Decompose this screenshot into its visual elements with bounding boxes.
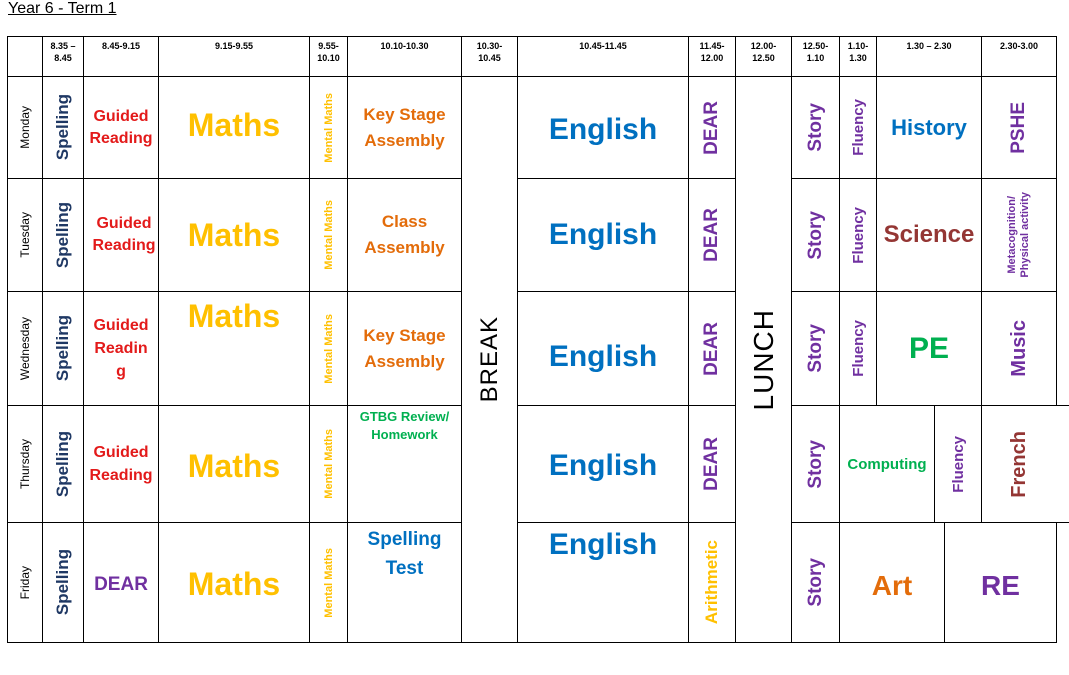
- lesson-french: French: [981, 405, 1069, 523]
- header-time: 11.45-12.00: [688, 36, 736, 77]
- lesson-fluency: Fluency: [839, 291, 877, 406]
- lesson-music: Music: [981, 291, 1057, 406]
- header-time: 9.15-9.55: [158, 36, 310, 77]
- lunch-block: LUNCH: [735, 76, 792, 643]
- lesson-english: English: [517, 76, 689, 179]
- lesson-mental-maths: Mental Maths: [309, 522, 348, 643]
- lesson-english: English: [517, 522, 689, 643]
- header-time: 12.00-12.50: [735, 36, 792, 77]
- lesson-guided-reading: Guided Reading: [83, 405, 159, 523]
- lesson-dear: DEAR: [688, 76, 736, 179]
- lesson-story: Story: [791, 405, 840, 523]
- lesson-re: RE: [944, 522, 1057, 643]
- day-label-friday: Friday: [7, 522, 43, 643]
- lesson-science: Science: [876, 178, 982, 292]
- lesson-dear: DEAR: [688, 291, 736, 406]
- lesson-mental-maths: Mental Maths: [309, 76, 348, 179]
- break-block: BREAK: [461, 76, 518, 643]
- lesson-fluency: Fluency: [934, 405, 982, 523]
- lesson-story: Story: [791, 291, 840, 406]
- lesson-story: Story: [791, 178, 840, 292]
- lesson-maths: Maths: [158, 291, 310, 406]
- lesson-dear: DEAR: [688, 405, 736, 523]
- lesson-key-stage-assembly: Key Stage Assembly: [347, 291, 462, 406]
- lesson-maths: Maths: [158, 405, 310, 523]
- header-time: 9.55-10.10: [309, 36, 348, 77]
- lesson-guided-reading: Guided Reading: [83, 178, 159, 292]
- lesson-guided-reading: Guided Reading: [83, 76, 159, 179]
- lesson-spelling: Spelling: [42, 76, 84, 179]
- page-title: Year 6 - Term 1: [8, 0, 117, 17]
- header-time: 2.30-3.00: [981, 36, 1057, 77]
- lesson-spelling: Spelling: [42, 178, 84, 292]
- header-time: 10.45-11.45: [517, 36, 689, 77]
- lesson-english: English: [517, 405, 689, 523]
- lesson-dear: DEAR: [688, 178, 736, 292]
- header-time: 8.45-9.15: [83, 36, 159, 77]
- lesson-arithmetic: Arithmetic: [688, 522, 736, 643]
- header-time: 1.30 – 2.30: [876, 36, 982, 77]
- day-label-tuesday: Tuesday: [7, 178, 43, 292]
- lesson-class-assembly: Class Assembly: [347, 178, 462, 292]
- lesson-gtbg-review: GTBG Review/ Homework: [347, 405, 462, 523]
- lesson-computing: Computing: [839, 405, 935, 523]
- header-time: 12.50-1.10: [791, 36, 840, 77]
- header-corner: [7, 36, 43, 77]
- header-time: 1.10-1.30: [839, 36, 877, 77]
- header-time: 10.30-10.45: [461, 36, 518, 77]
- lesson-key-stage-assembly: Key Stage Assembly: [347, 76, 462, 179]
- header-time: 10.10-10.30: [347, 36, 462, 77]
- lesson-story: Story: [791, 76, 840, 179]
- lesson-fluency: Fluency: [839, 178, 877, 292]
- lesson-mental-maths: Mental Maths: [309, 405, 348, 523]
- lesson-history: History: [876, 76, 982, 179]
- day-label-thursday: Thursday: [7, 405, 43, 523]
- lesson-metacognition: Metacognition/ Physical activity: [981, 178, 1057, 292]
- lesson-english: English: [517, 178, 689, 292]
- day-label-wednesday: Wednesday: [7, 291, 43, 406]
- lesson-maths: Maths: [158, 522, 310, 643]
- lesson-maths: Maths: [158, 76, 310, 179]
- day-label-monday: Monday: [7, 76, 43, 179]
- lesson-spelling: Spelling: [42, 291, 84, 406]
- lesson-pe: PE: [876, 291, 982, 406]
- lesson-spelling: Spelling: [42, 522, 84, 643]
- lesson-dear: DEAR: [83, 522, 159, 643]
- lesson-story: Story: [791, 522, 840, 643]
- lesson-pshe: PSHE: [981, 76, 1057, 179]
- lesson-english: English: [517, 291, 689, 406]
- lesson-spelling-test: Spelling Test: [347, 522, 462, 643]
- lesson-mental-maths: Mental Maths: [309, 178, 348, 292]
- lesson-mental-maths: Mental Maths: [309, 291, 348, 406]
- header-time: 8.35 – 8.45: [42, 36, 84, 77]
- lesson-maths: Maths: [158, 178, 310, 292]
- lesson-spelling: Spelling: [42, 405, 84, 523]
- lesson-fluency: Fluency: [839, 76, 877, 179]
- lesson-guided-reading: Guided Readin g: [83, 291, 159, 406]
- lesson-art: Art: [839, 522, 945, 643]
